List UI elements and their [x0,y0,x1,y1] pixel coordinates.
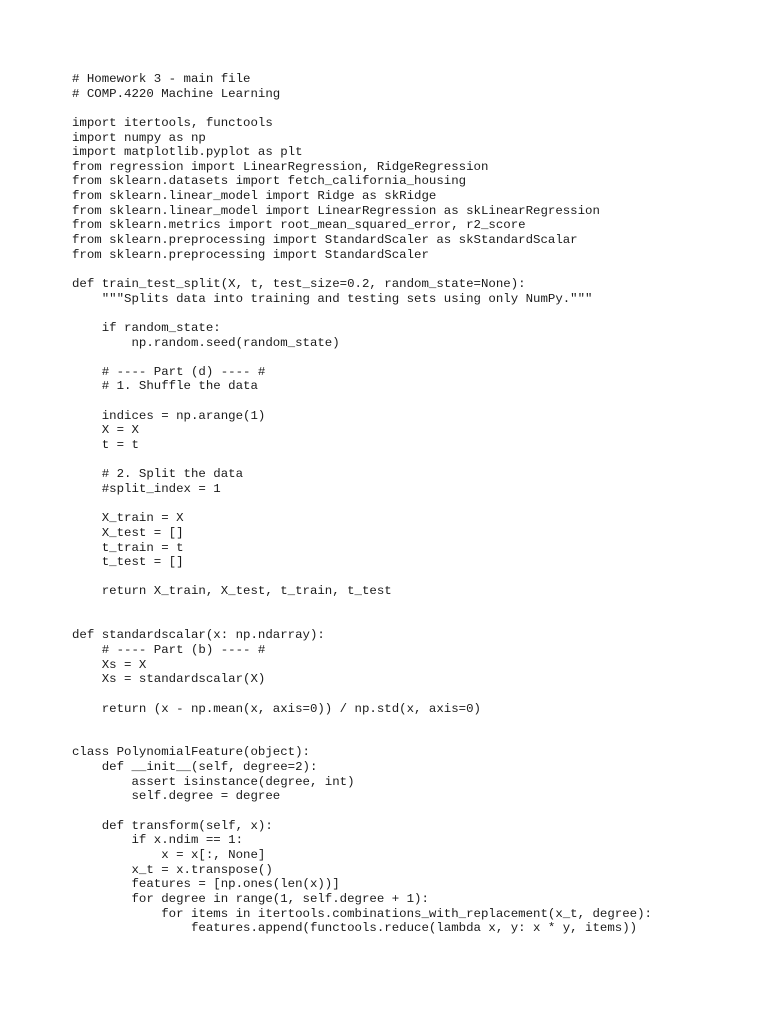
code-line: import matplotlib.pyplot as plt [72,145,303,160]
code-line [72,394,752,409]
code-line: if x.ndim == 1: [72,833,244,848]
code-line: X = X [72,423,139,438]
code-line: # 1. Shuffle the data [72,379,258,394]
code-line: return (x - np.mean(x, axis=0)) / np.std(x, axis=0) [72,701,481,716]
code-line: x = x[:, None] [72,847,266,862]
code-line [72,570,752,585]
code-line: from sklearn.linear_model import Ridge as skRidge [72,189,437,204]
code-line: """Splits data into training and testing sets using only NumPy.""" [72,291,593,306]
code-line: indices = np.arange(1) [72,408,266,423]
code-line: x_t = x.transpose() [72,862,273,877]
code-line: features = [np.ones(len(x))] [72,877,340,892]
code-line: t_train = t [72,540,184,555]
code-line: X_train = X [72,511,184,526]
code-line: for items in itertools.combinations_with_replacement(x_t, degree): [72,906,652,921]
code-line [72,614,752,629]
code-line: # 2. Split the data [72,467,244,482]
code-line: self.degree = degree [72,789,281,804]
code-line: if random_state: [72,320,221,335]
code-line: return X_train, X_test, t_train, t_test [72,584,392,599]
code-line: def train_test_split(X, t, test_size=0.2, random_state=None): [72,276,526,291]
code-line [72,497,752,512]
code-line: from sklearn.preprocessing import StandardScaler [72,247,429,262]
code-line: #split_index = 1 [72,481,221,496]
code-line: # ---- Part (b) ---- # [72,642,266,657]
code-line: assert isinstance(degree, int) [72,774,355,789]
code-line: # ---- Part (d) ---- # [72,364,266,379]
code-line: for degree in range(1, self.degree + 1): [72,891,429,906]
code-line: import itertools, functools [72,115,273,130]
code-line: def __init__(self, degree=2): [72,760,318,775]
code-line: from sklearn.datasets import fetch_california_housing [72,174,467,189]
code-line: def standardscalar(x: np.ndarray): [72,628,325,643]
code-line: from sklearn.preprocessing import StandardScaler as skStandardScalar [72,233,578,248]
code-line: Xs = X [72,657,147,672]
code-line: # COMP.4220 Machine Learning [72,86,281,101]
code-line: # Homework 3 - main file [72,72,251,86]
code-line: t_test = [] [72,555,184,570]
code-line: np.random.seed(random_state) [72,335,340,350]
code-line: t = t [72,438,139,453]
code-line [72,262,752,277]
code-line: def transform(self, x): [72,818,273,833]
code-line [72,804,752,819]
code-line: from regression import LinearRegression, RidgeRegression [72,159,489,174]
code-line [72,716,752,731]
code-line: class PolynomialFeature(object): [72,745,310,760]
code-line [72,306,752,321]
code-line: Xs = standardscalar(X) [72,672,266,687]
code-line [72,599,752,614]
code-line: from sklearn.linear_model import LinearRegression as skLinearRegression [72,203,600,218]
code-line [72,101,752,116]
code-line [72,731,752,746]
code-line [72,687,752,702]
code-line: X_test = [] [72,525,184,540]
code-line: import numpy as np [72,130,206,145]
code-listing [72,72,752,936]
code-line [72,453,752,468]
code-line [72,350,752,365]
code-line: features.append(functools.reduce(lambda x, y: x * y, items)) [72,921,638,936]
code-line: from sklearn.metrics import root_mean_squared_error, r2_score [72,218,526,233]
